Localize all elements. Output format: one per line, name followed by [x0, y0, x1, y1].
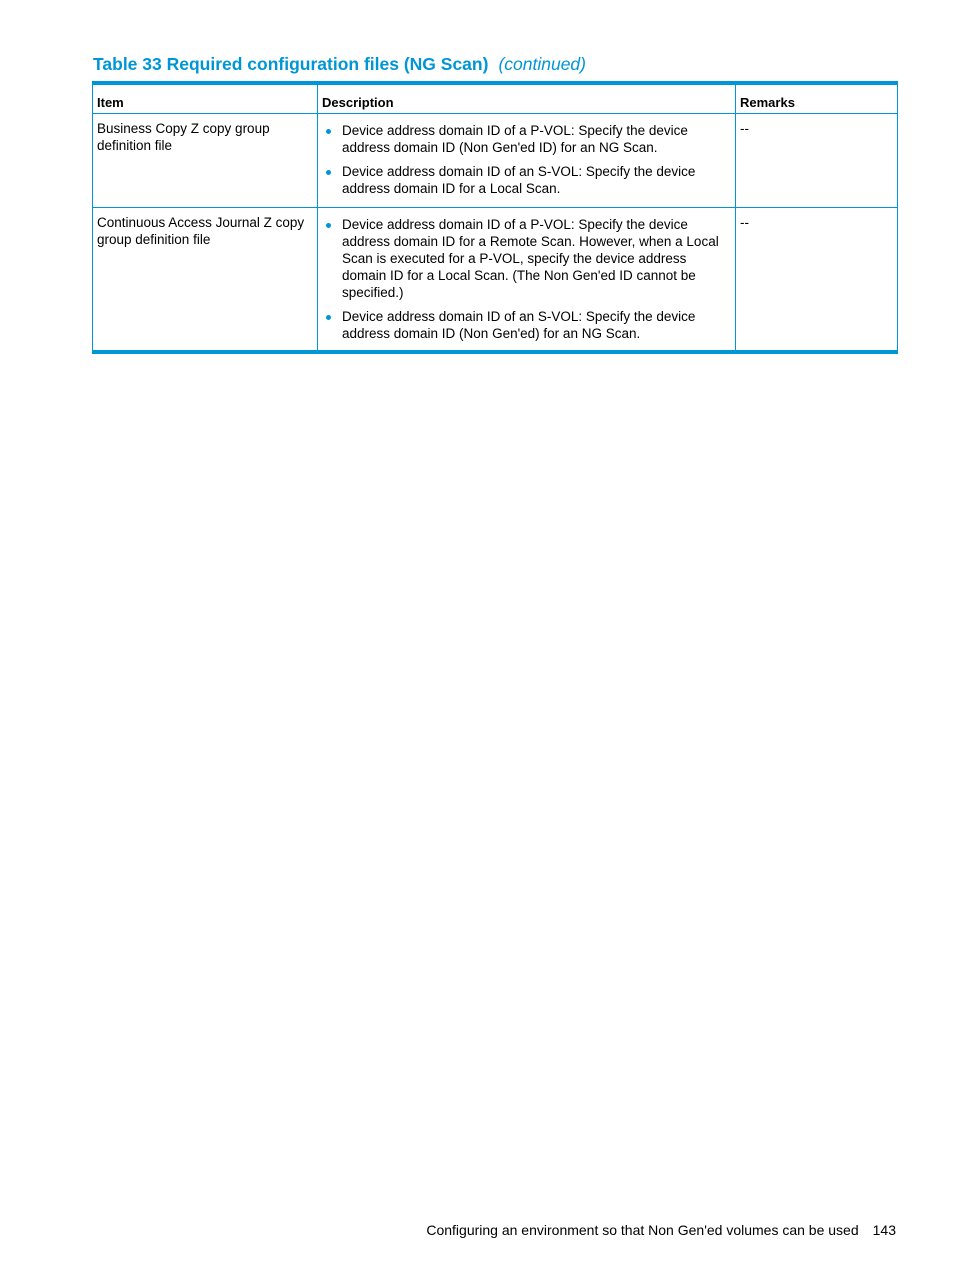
- description-text: Device address domain ID of an S-VOL: Specify the device address domain ID for a Local Scan.: [342, 163, 696, 196]
- page-footer: [426, 1222, 896, 1238]
- remarks-cell: --: [736, 113, 898, 207]
- bullet-icon: [326, 170, 331, 175]
- header-remarks: Remarks: [736, 83, 898, 113]
- description-list: [322, 122, 731, 197]
- header-description: Description: [318, 83, 736, 113]
- item-cell: Continuous Access Journal Z copy group definition file: [93, 207, 318, 352]
- footer-text: Configuring an environment so that Non Gen'ed volumes can be used: [426, 1222, 859, 1238]
- description-cell: [318, 207, 736, 352]
- table-title: Table 33 Required configuration files (NG Scan): [93, 54, 489, 74]
- list-item: [322, 163, 731, 197]
- configuration-files-table: [92, 81, 898, 354]
- description-text: Device address domain ID of a P-VOL: Specify the device address domain ID (Non Gen'ed ID) for an NG Scan.: [342, 122, 688, 155]
- header-item: Item: [93, 83, 318, 113]
- list-item: [322, 308, 731, 342]
- item-cell: Business Copy Z copy group definition file: [93, 113, 318, 207]
- table-continued-label: (continued): [498, 54, 586, 74]
- table-header-row: [93, 83, 898, 113]
- description-cell: [318, 113, 736, 207]
- description-text: Device address domain ID of an S-VOL: Specify the device address domain ID (Non Gen'ed) for an NG Scan.: [342, 308, 696, 341]
- table-caption: [93, 54, 586, 75]
- description-list: [322, 216, 731, 342]
- table-row: [93, 113, 898, 207]
- bullet-icon: [326, 223, 331, 228]
- description-text: Device address domain ID of a P-VOL: Specify the device address domain ID for a Remote Scan. However, when a Local Scan is executed for a P-VOL, specify the device address domain ID for a Local Scan. (The Non Gen'ed ID cannot be specified.): [342, 216, 719, 300]
- page-number: 143: [872, 1222, 896, 1238]
- bullet-icon: [326, 129, 331, 134]
- bullet-icon: [326, 315, 331, 320]
- table-row: [93, 207, 898, 352]
- remarks-cell: --: [736, 207, 898, 352]
- list-item: [322, 216, 731, 301]
- list-item: [322, 122, 731, 156]
